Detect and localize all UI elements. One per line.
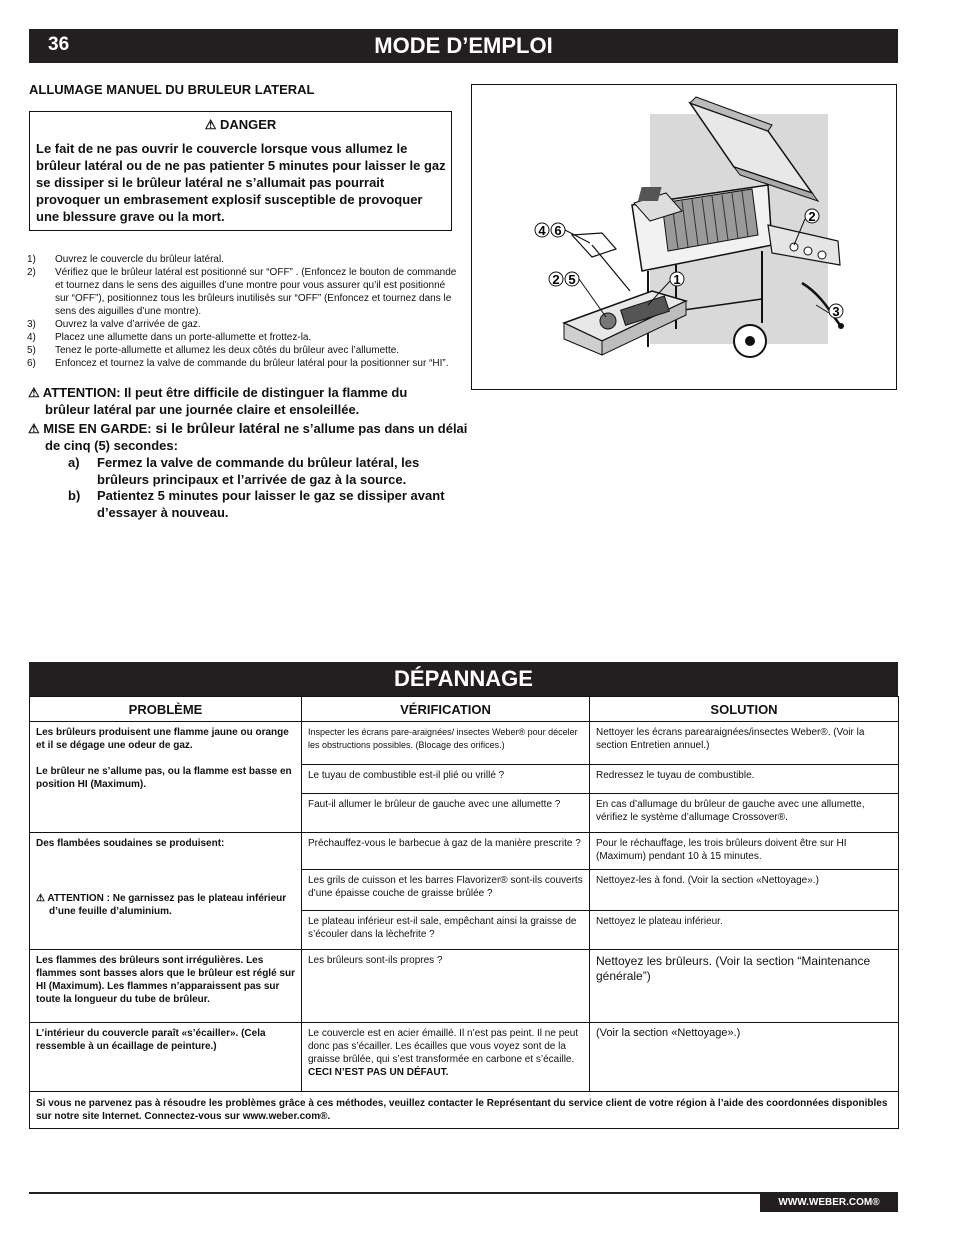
troubleshooting-table bbox=[29, 696, 899, 1129]
callout-5: 5 bbox=[568, 272, 576, 287]
step-number: 1) bbox=[27, 254, 36, 265]
step-number: 5) bbox=[27, 345, 36, 356]
table-header-row bbox=[30, 697, 899, 722]
callout-2b: 2 bbox=[552, 272, 560, 287]
check-text: Le plateau inférieur est-il sale, empêchant ainsi la graisse de s’écouler dans la lèchefrite ? bbox=[308, 916, 577, 940]
problem-cell bbox=[30, 722, 302, 833]
warning-mid: si le brûleur latéral bbox=[151, 420, 284, 436]
check-text-emphasis: CECI N’EST PAS UN DÉFAUT. bbox=[308, 1067, 449, 1078]
solution-text: En cas d’allumage du brûleur de gauche avec une allumette, vérifiez le système d’allumage Crossover®. bbox=[596, 799, 865, 823]
table-row bbox=[30, 833, 899, 870]
step-number: 6) bbox=[27, 358, 36, 369]
problem-text: Les flammes des brûleurs sont irrégulières. Les flammes sont basses alors que le brûleur est réglé sur HI (Maximum). Les flammes n’apparaissent pas sur toute la longueur du tube de brûleur. bbox=[36, 955, 295, 1005]
step-text: Ouvrez la valve d’arrivée de gaz. bbox=[55, 319, 201, 330]
step-number: 4) bbox=[27, 332, 36, 343]
solution-text: Nettoyer les écrans parearaignées/insectes Weber®. (Voir la section Entretien annuel.) bbox=[596, 727, 865, 751]
substep-text: Fermez la valve de commande du brûleur latéral, les brûleurs principaux et l’arrivée de gaz à la source. bbox=[97, 455, 420, 487]
steps-list bbox=[27, 253, 457, 370]
step-number: 3) bbox=[27, 319, 36, 330]
callout-2: 2 bbox=[808, 209, 816, 224]
danger-label: ⚠ DANGER bbox=[204, 117, 277, 132]
check-text: Les brûleurs sont-ils propres ? bbox=[308, 955, 443, 966]
table-row bbox=[30, 722, 899, 765]
attention-text: ⚠ ATTENTION: Il peut être difficile de distinguer la flamme du brûleur latéral par une journée claire et ensoleillée. bbox=[28, 385, 408, 417]
substep-label: a) bbox=[68, 455, 80, 470]
column-header: VÉRIFICATION bbox=[302, 697, 590, 722]
step-text: Tenez le porte-allumette et allumez les deux côtés du brûleur avec l’allumette. bbox=[55, 345, 400, 356]
danger-text: Le fait de ne pas ouvrir le couvercle lorsque vous allumez le brûleur latéral ou de ne pas patienter 5 minutes pour laisser le gaz se dissiper si le brûleur latéral ne s’allumait pas pourrait provoquer un embrasement explosif susceptible de provoquer une blessure grave ou la mort. bbox=[36, 141, 446, 224]
list-item bbox=[27, 318, 457, 331]
solution-text: Nettoyez le plateau inférieur. bbox=[596, 916, 723, 927]
step-text: Vérifiez que le brûleur latéral est positionné sur “OFF” . (Enfoncez le bouton de commande et tournez dans le sens des aiguilles d’une montre pour vous assurer qu’il est positionné sur “OFF”), positionnez tous les brûleurs inutilisés sur “OFF” (Enfoncez et tournez dans le sens des aiguilles d’une montre). bbox=[55, 267, 457, 317]
check-text: Inspecter les écrans pare-araignées/ insectes Weber® pour déceler les obstructions possibles. (Blocage des orifices.) bbox=[308, 727, 578, 750]
problem-cell bbox=[30, 833, 302, 950]
solution-text: Pour le réchauffage, les trois brûleurs doivent être sur HI (Maximum) pendant 10 à 15 minutes. bbox=[596, 838, 847, 862]
section-title: ALLUMAGE MANUEL DU BRULEUR LATERAL bbox=[29, 82, 315, 97]
list-item bbox=[27, 331, 457, 344]
step-number: 2) bbox=[27, 267, 36, 278]
grill-illustration bbox=[472, 85, 896, 389]
problem-text: L’intérieur du couvercle paraît «s’écailler». (Cela ressemble à un écaillage de peinture.) bbox=[36, 1028, 266, 1052]
table-row bbox=[30, 950, 899, 1023]
callout-6: 6 bbox=[554, 223, 562, 238]
callout-4: 4 bbox=[538, 223, 546, 238]
column-header: SOLUTION bbox=[590, 697, 899, 722]
solution-text: Nettoyez les brûleurs. (Voir la section “Maintenance générale”) bbox=[596, 954, 871, 983]
table-row bbox=[30, 1023, 899, 1092]
step-text: Ouvrez le couvercle du brûleur latéral. bbox=[55, 254, 224, 265]
problem-text: Les brûleurs produisent une flamme jaune ou orange et il se dégage une odeur de gaz. bbox=[36, 727, 289, 751]
list-item bbox=[27, 266, 457, 318]
substep-label: b) bbox=[68, 488, 81, 503]
table-footer-text: Si vous ne parvenez pas à résoudre les problèmes grâce à ces méthodes, veuillez contacter le Représentant du service client de votre région à l’aide des coordonnées disponibles sur notre site Internet. Connectez-vous sur www.weber.com®. bbox=[36, 1098, 888, 1122]
problem-text: Des flambées soudaines se produisent: bbox=[36, 838, 225, 849]
step-text: Enfoncez et tournez la valve de commande du brûleur latéral pour la positionner sur “HI”. bbox=[55, 358, 449, 369]
warning-note bbox=[28, 420, 470, 454]
solution-text: Nettoyez-les à fond. (Voir la section «Nettoyage».) bbox=[596, 875, 819, 886]
warning-rest: ne s’allume pas dans un délai de cinq (5) secondes: bbox=[45, 421, 468, 453]
substep-b bbox=[68, 487, 453, 521]
table-footer-row bbox=[30, 1092, 899, 1129]
check-text bbox=[302, 1023, 589, 1083]
substep-text: Patientez 5 minutes pour laisser le gaz se dissiper avant d’essayer à nouveau. bbox=[97, 488, 445, 520]
check-text: Faut-il allumer le brûleur de gauche avec une allumette ? bbox=[308, 799, 561, 810]
page-number: 36 bbox=[48, 34, 70, 55]
troubleshooting-title: DÉPANNAGE bbox=[394, 666, 533, 691]
list-item bbox=[27, 357, 457, 370]
callout-3: 3 bbox=[832, 304, 840, 319]
check-text: Préchauffez-vous le barbecue à gaz de la manière prescrite ? bbox=[308, 838, 581, 849]
solution-text: Redressez le tuyau de combustible. bbox=[596, 770, 755, 781]
check-text: Les grils de cuisson et les barres Flavorizer® sont-ils couverts d’une épaisse couche de graisse brûlée ? bbox=[308, 875, 583, 899]
website-label: WWW.WEBER.COM® bbox=[760, 1194, 898, 1212]
list-item bbox=[27, 253, 457, 266]
solution-text: (Voir la section «Nettoyage».) bbox=[596, 1027, 741, 1039]
step-text: Placez une allumette dans un porte-allumette et frottez-la. bbox=[55, 332, 312, 343]
callout-1: 1 bbox=[673, 272, 681, 287]
problem-warning: ⚠ ATTENTION : Ne garnissez pas le plateau inférieur d’une feuille d’aluminium. bbox=[36, 893, 287, 917]
problem-text: Le brûleur ne s’allume pas, ou la flamme est basse en position HI (Maximum). bbox=[36, 766, 292, 790]
page-title: MODE D’EMPLOI bbox=[374, 33, 553, 58]
column-header: PROBLÈME bbox=[30, 697, 302, 722]
check-text-body: Le couvercle est en acier émaillé. Il n’est pas peint. Il ne peut donc pas s’écailler. Les écailles que vous voyez sont de la graisse brûlée, qui s’est transformée en carbone et s’écaille. bbox=[308, 1028, 579, 1065]
substep-a bbox=[68, 454, 453, 488]
warning-lead: ⚠ MISE EN GARDE: bbox=[28, 421, 152, 436]
attention-note bbox=[28, 384, 453, 418]
list-item bbox=[27, 344, 457, 357]
check-text: Le tuyau de combustible est-il plié ou vrillé ? bbox=[308, 770, 505, 781]
